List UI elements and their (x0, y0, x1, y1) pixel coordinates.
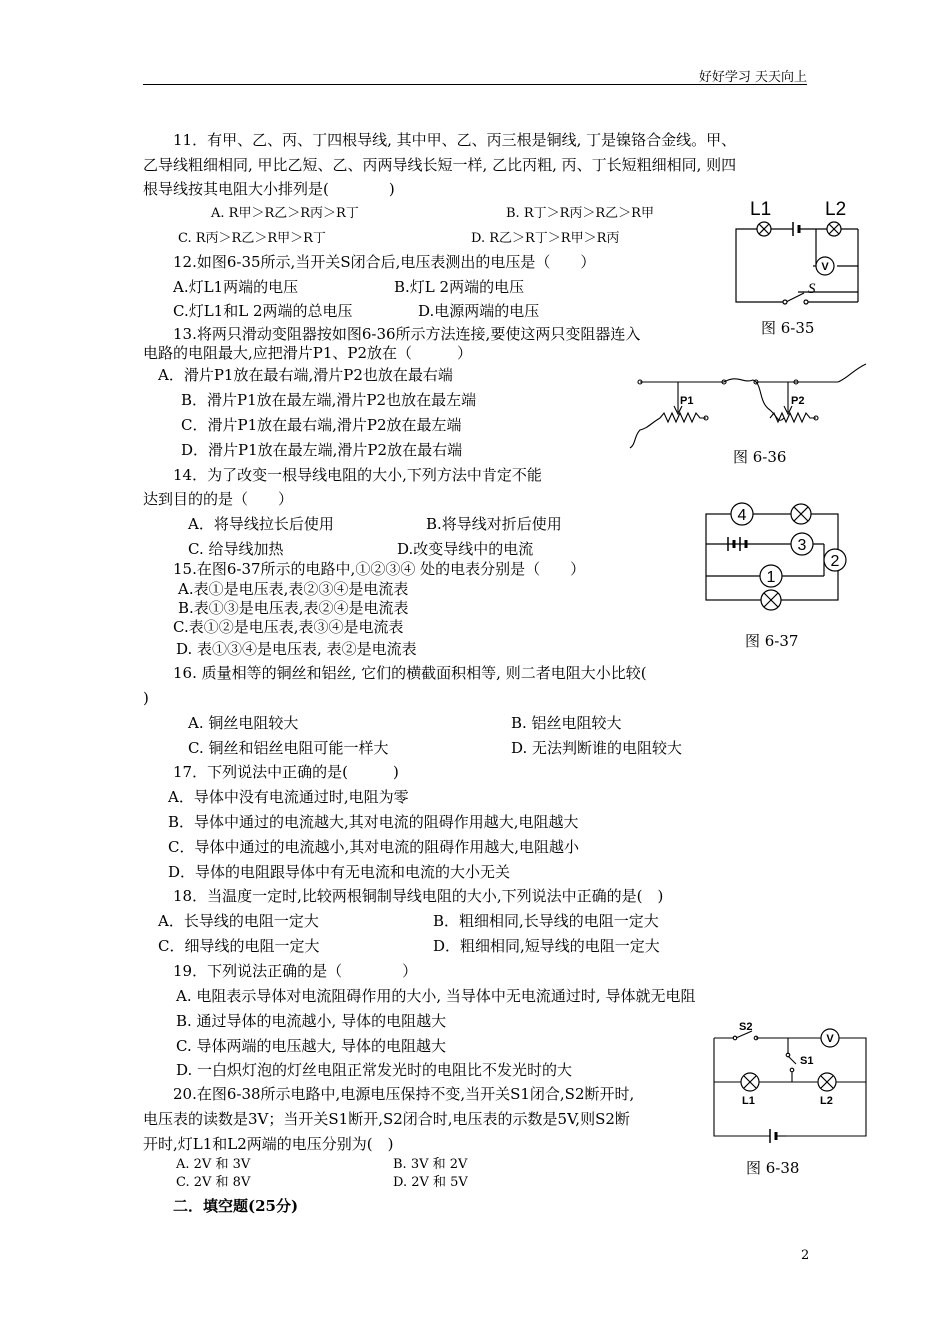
q14-stem-1: 14．为了改变一根导线电阻的大小,下列方法中肯定不能 (173, 466, 542, 484)
svg-text:L1: L1 (742, 1095, 755, 1107)
q16-stem-1: 16. 质量相等的铜丝和铝丝, 它们的横截面积相等, 则二者电阻大小比较( (173, 664, 647, 682)
q13-stem-2: 电路的电阻最大,应把滑片P1、P2放在（ ） (143, 344, 473, 362)
q14-option-a: A．将导线拉长后使用 (188, 515, 334, 533)
q13-stem-1: 13.将两只滑动变阻器按如图6-36所示方法连接,要使这两只变阻器连入 (173, 325, 641, 343)
q13-option-d: D．滑片P1放在最左端,滑片P2放在最右端 (181, 441, 463, 459)
figure-6-35-label: 图 6-35 (761, 319, 815, 337)
q16-option-b: B. 铝丝电阻较大 (511, 714, 622, 732)
q18-stem: 18．当温度一定时,比较两根铜制导线电阻的大小,下列说法中正确的是( ) (173, 887, 664, 905)
figure-6-36-label: 图 6-36 (733, 448, 787, 466)
q20-stem-1: 20.在图6-38所示电路中,电源电压保持不变,当开关S1闭合,S2断开时, (173, 1085, 635, 1103)
circuit-figure-6-38 (706, 1018, 874, 1146)
circuit-figure-6-37 (698, 496, 858, 612)
q20-option-a: A. 2V 和 3V (176, 1157, 251, 1172)
q14-option-b: B.将导线对折后使用 (426, 515, 562, 533)
section-fill-in-title: 二．填空题(25分) (173, 1197, 299, 1215)
q11-option-c: C. R丙＞R乙＞R甲＞R丁 (178, 231, 326, 246)
svg-text:3: 3 (797, 537, 807, 554)
q15-option-d: D. 表①③④是电压表, 表②是电流表 (176, 640, 417, 658)
circuit-figure-6-35 (728, 192, 868, 310)
q11-stem-2: 乙导线粗细相同, 甲比乙短、乙、丙两导线长短一样, 乙比丙粗, 丙、丁长短粗细相同, 则四 (143, 156, 737, 174)
q11-stem-3: 根导线按其电阻大小排列是( ) (143, 180, 395, 198)
q18-option-a: A．长导线的电阻一定大 (158, 912, 319, 930)
q12-option-a: A.灯L1两端的电压 (173, 278, 299, 296)
page-number: 2 (801, 1248, 810, 1263)
q14-option-c: C. 给导线加热 (188, 540, 284, 558)
q17-stem: 17．下列说法中正确的是( ) (173, 763, 399, 781)
figure-6-38-label: 图 6-38 (746, 1159, 800, 1177)
q17-option-a: A．导体中没有电流通过时,电阻为零 (168, 788, 409, 806)
svg-text:S: S (808, 281, 816, 297)
q17-option-b: B．导体中通过的电流越大,其对电流的阻碍作用越大,电阻越大 (168, 813, 579, 831)
q16-option-a: A. 铜丝电阻较大 (188, 714, 299, 732)
q18-option-d: D．粗细相同,短导线的电阻一定大 (433, 937, 660, 955)
q16-stem-2: ) (143, 689, 149, 707)
circuit-figure-6-36 (628, 362, 868, 452)
q16-option-c: C. 铜丝和铝丝电阻可能一样大 (188, 739, 389, 757)
q19-option-b: B. 通过导体的电流越小, 导体的电阻越大 (176, 1012, 447, 1030)
q12-stem: 12.如图6-35所示,当开关S闭合后,电压表测出的电压是（ ） (173, 253, 596, 271)
q14-stem-2: 达到目的的是（ ） (143, 490, 294, 508)
svg-text:V: V (821, 261, 829, 273)
svg-text:L2: L2 (820, 1095, 833, 1107)
q19-stem: 19．下列说法正确的是（ ） (173, 962, 418, 980)
q19-option-d: D. 一白炽灯泡的灯丝电阻正常发光时的电阻比不发光时的大 (176, 1061, 573, 1079)
svg-text:L1: L1 (750, 199, 772, 220)
q16-option-d: D. 无法判断谁的电阻较大 (511, 739, 683, 757)
q15-option-c: C.表①②是电压表,表③④是电流表 (173, 618, 404, 636)
q12-option-b: B.灯L 2两端的电压 (394, 278, 525, 296)
q20-option-b: B. 3V 和 2V (393, 1157, 468, 1172)
svg-text:S1: S1 (800, 1055, 814, 1067)
svg-text:V: V (826, 1033, 834, 1045)
q17-option-c: C．导体中通过的电流越小,其对电流的阻碍作用越大,电阻越小 (168, 838, 580, 856)
q20-stem-3: 开时,灯L1和L2两端的电压分别为( ) (143, 1135, 394, 1153)
q15-stem: 15.在图6-37所示的电路中,①②③④ 处的电表分别是（ ） (173, 560, 586, 578)
q11-option-b: B. R丁＞R丙＞R乙＞R甲 (506, 206, 654, 221)
svg-text:4: 4 (737, 507, 747, 524)
q15-option-a: A.表①是电压表,表②③④是电流表 (178, 580, 409, 598)
q13-option-b: B．滑片P1放在最左端,滑片P2也放在最左端 (181, 391, 477, 409)
page-header: 好好学习 天天向上 (698, 70, 807, 85)
q14-option-d: D.改变导线中的电流 (397, 540, 534, 558)
q13-option-c: C．滑片P1放在最右端,滑片P2放在最左端 (181, 416, 462, 434)
q20-option-c: C. 2V 和 8V (176, 1175, 251, 1190)
svg-text:L2: L2 (825, 199, 847, 220)
q11-option-a: A. R甲＞R乙＞R丙＞R丁 (211, 206, 359, 221)
q18-option-c: C．细导线的电阻一定大 (158, 937, 320, 955)
q13-option-a: A．滑片P1放在最右端,滑片P2也放在最右端 (158, 366, 453, 384)
svg-text:2: 2 (830, 553, 840, 570)
q20-option-d: D. 2V 和 5V (393, 1175, 468, 1190)
svg-text:S2: S2 (739, 1021, 753, 1033)
figure-6-37-label: 图 6-37 (745, 632, 799, 650)
q17-option-d: D．导体的电阻跟导体中有无电流和电流的大小无关 (168, 863, 511, 881)
svg-text:P2: P2 (791, 395, 805, 407)
q11-stem-1: 11．有甲、乙、丙、丁四根导线, 其中甲、乙、丙三根是铜线, 丁是镍铬合金线。甲、 (173, 131, 737, 149)
header-rule (143, 84, 807, 85)
svg-text:P1: P1 (680, 395, 694, 407)
svg-text:1: 1 (766, 569, 776, 586)
q18-option-b: B．粗细相同,长导线的电阻一定大 (433, 912, 659, 930)
q11-option-d: D. R乙＞R丁＞R甲＞R丙 (471, 231, 620, 246)
q15-option-b: B.表①③是电压表,表②④是电流表 (178, 599, 409, 617)
q19-option-c: C. 导体两端的电压越大, 导体的电阻越大 (176, 1037, 447, 1055)
q12-option-d: D.电源两端的电压 (418, 302, 540, 320)
q12-option-c: C.灯L1和L 2两端的总电压 (173, 302, 353, 320)
q20-stem-2: 电压表的读数是3V；当开关S1断开,S2闭合时,电压表的示数是5V,则S2断 (143, 1110, 630, 1128)
q19-option-a: A. 电阻表示导体对电流阻碍作用的大小, 当导体中无电流通过时, 导体就无电阻 (176, 987, 696, 1005)
